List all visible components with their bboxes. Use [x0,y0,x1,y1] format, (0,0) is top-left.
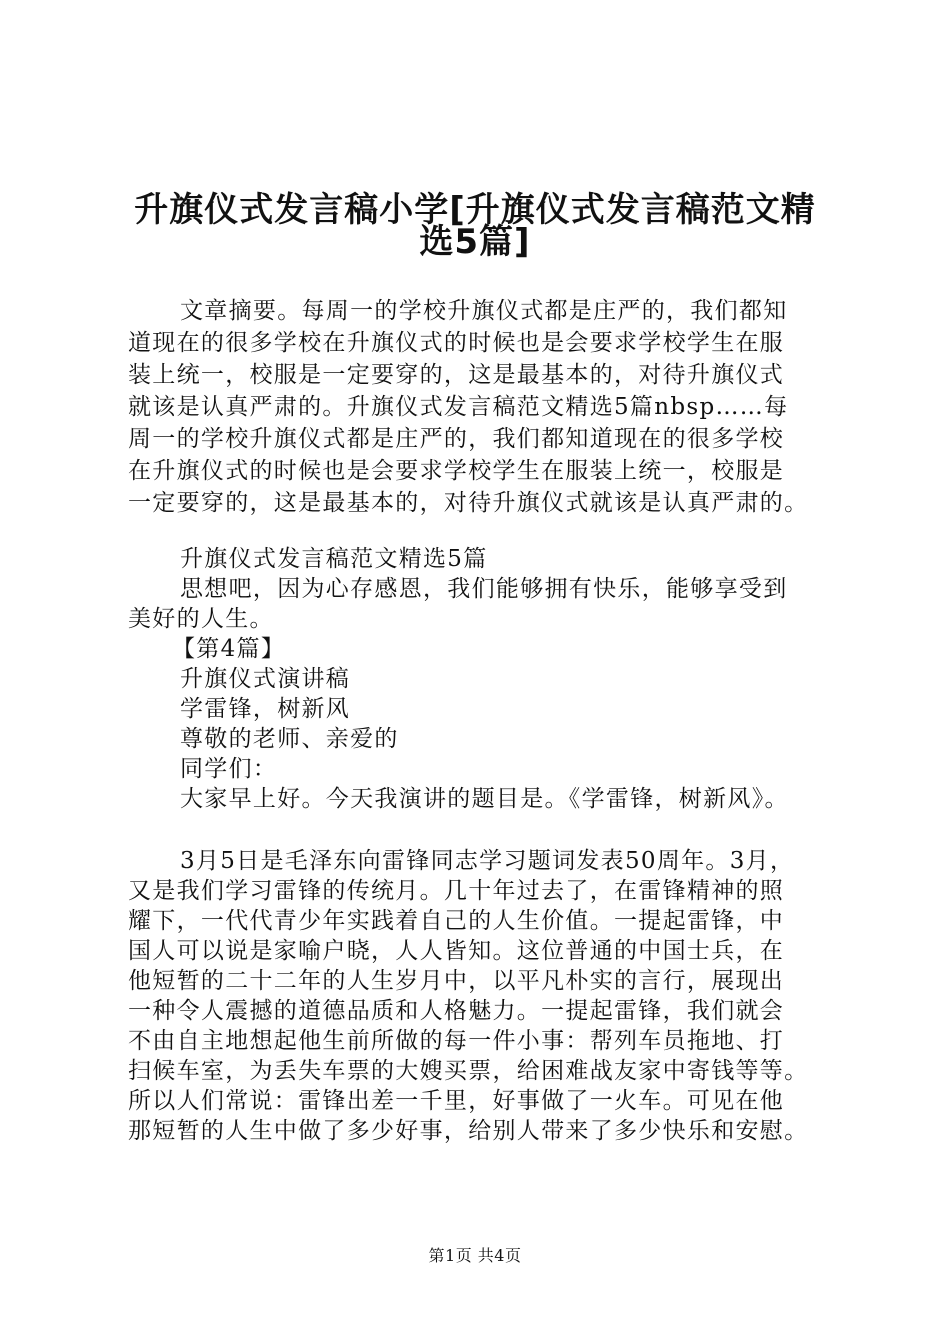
abstract-line: 就该是认真严肃的。升旗仪式发言稿范文精选5篇nbsp……每 [128,394,789,420]
body-line: 他短暂的二十二年的人生岁月中，以平凡朴实的言行，展现出 [128,968,785,994]
speech-opening: 大家早上好。今天我演讲的题目是。《学雷锋，树新风》。 [180,786,789,812]
body-line: 扫候车室，为丢失车票的大嫂买票，给困难战友家中寄钱等等。 [128,1058,809,1084]
abstract-line: 周一的学校升旗仪式都是庄严的，我们都知道现在的很多学校 [128,426,785,452]
article-number: 【第4篇】 [172,636,286,662]
abstract-line: 文章摘要。每周一的学校升旗仪式都是庄严的，我们都知 [180,298,788,324]
greeting-line-1: 尊敬的老师、亲爱的 [180,726,399,752]
speech-subtitle: 学雷锋，树新风 [180,696,351,722]
abstract-line: 道现在的很多学校在升旗仪式的时候也是会要求学校学生在服 [128,330,785,356]
body-line: 耀下，一代代青少年实践着自己的人生价值。一提起雷锋，中 [128,908,785,934]
abstract-line: 装上统一，校服是一定要穿的，这是最基本的，对待升旗仪式 [128,362,785,388]
greeting-line-2: 同学们： [180,756,278,782]
document-title-line-2: 选5篇] [419,222,531,262]
body-line: 又是我们学习雷锋的传统月。几十年过去了，在雷锋精神的照 [128,878,785,904]
speech-title: 升旗仪式演讲稿 [180,666,351,692]
section-heading: 升旗仪式发言稿范文精选5篇 [180,546,488,572]
intro-line: 思想吧，因为心存感恩，我们能够拥有快乐，能够享受到 [180,576,788,602]
body-line: 一种令人震撼的道德品质和人格魅力。一提起雷锋，我们就会 [128,998,785,1024]
body-line: 那短暂的人生中做了多少好事，给别人带来了多少快乐和安慰。 [128,1118,809,1144]
page-footer: 第1页 共4页 [428,1246,522,1265]
abstract-line: 一定要穿的，这是最基本的，对待升旗仪式就该是认真严肃的。 [128,490,809,516]
body-line: 3月5日是毛泽东向雷锋同志学习题词发表50周年。3月， [180,848,795,874]
body-line: 国人可以说是家喻户晓，人人皆知。这位普通的中国士兵，在 [128,938,785,964]
body-line: 不由自主地想起他生前所做的每一件小事：帮列车员拖地、打 [128,1028,785,1054]
abstract-line: 在升旗仪式的时候也是会要求学校学生在服装上统一，校服是 [128,458,785,484]
intro-line: 美好的人生。 [128,606,274,632]
document-title-line-1: 升旗仪式发言稿小学[升旗仪式发言稿范文精 [134,190,816,230]
body-line: 所以人们常说：雷锋出差一千里，好事做了一火车。可见在他 [128,1088,785,1114]
